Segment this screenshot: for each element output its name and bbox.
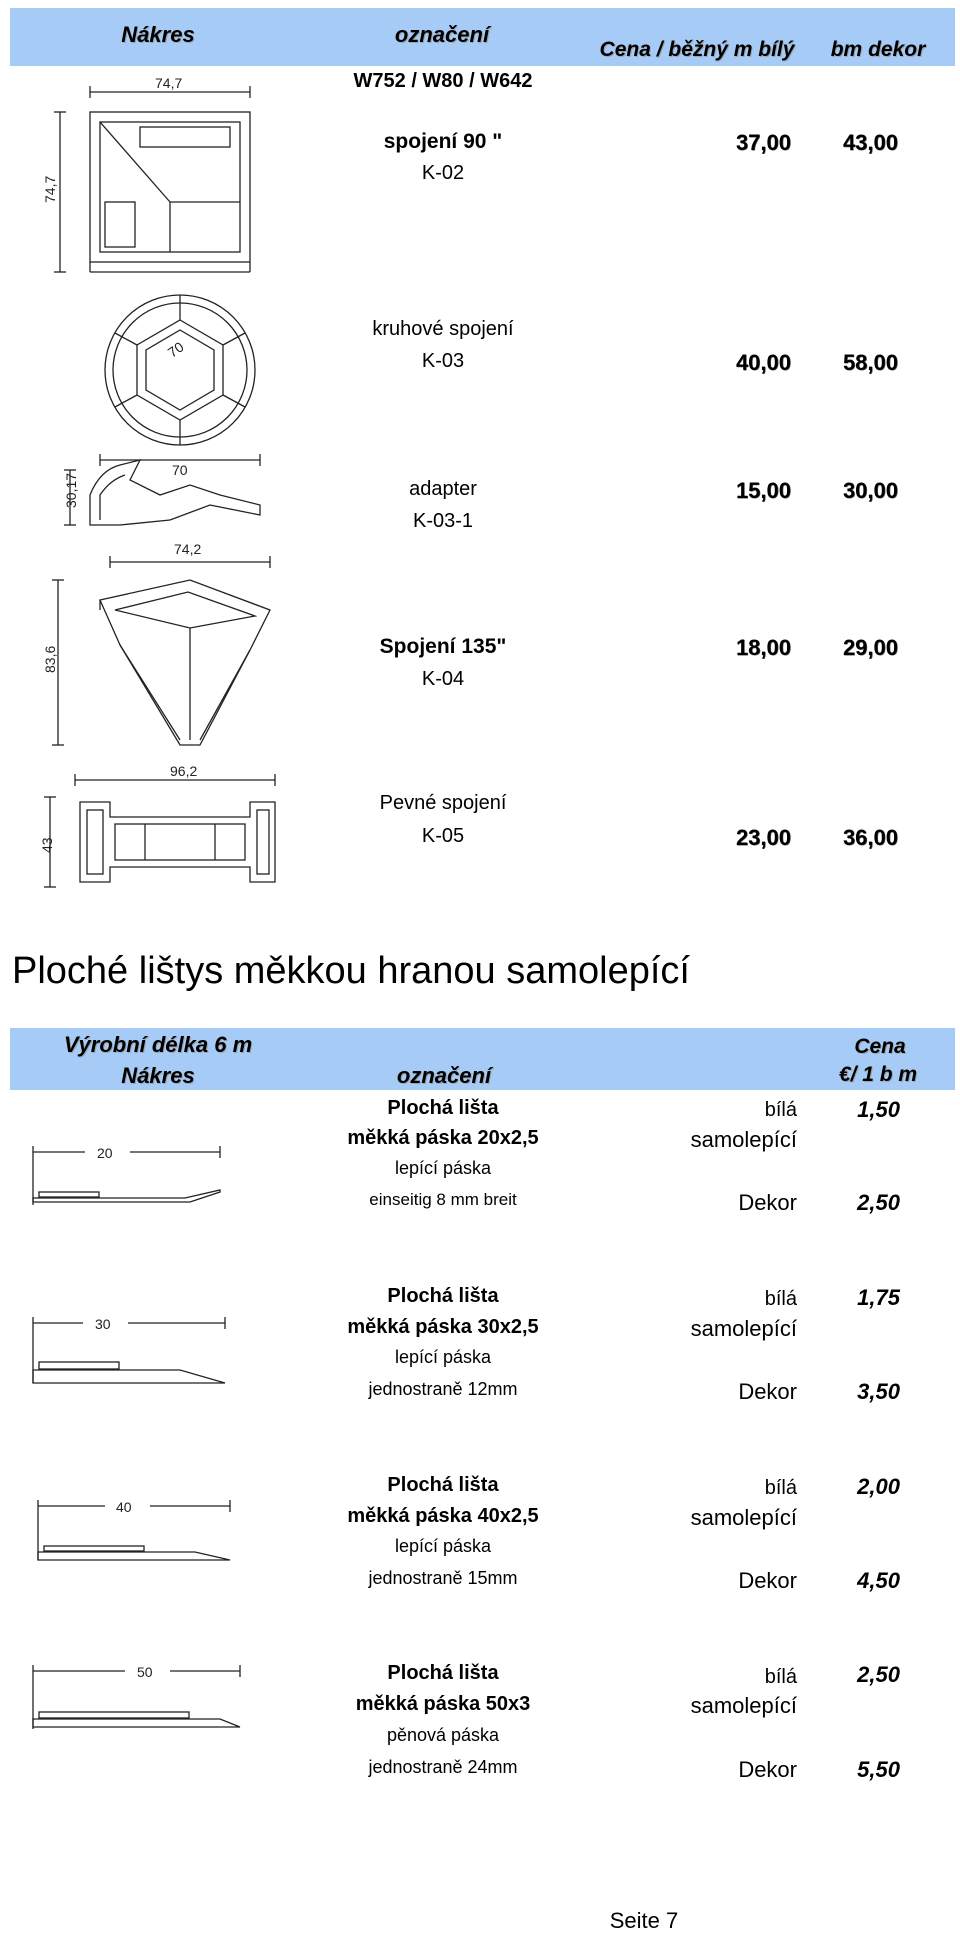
drawing-round-connector bbox=[90, 285, 280, 475]
dekor-label: Dekor bbox=[738, 1757, 797, 1782]
dim-label: 70 bbox=[172, 462, 188, 475]
price-dekor: 5,50 bbox=[857, 1757, 900, 1782]
header-nakres: Nákres bbox=[121, 22, 195, 47]
header-bm-dekor: bm dekor bbox=[830, 38, 926, 61]
price-dekor: 29,00 bbox=[842, 635, 898, 660]
price-white: 15,00 bbox=[735, 478, 791, 503]
dekor-label: Dekor bbox=[738, 1568, 797, 1593]
strip-tape: lepící páska bbox=[394, 1347, 492, 1367]
header-oznaceni: označení bbox=[396, 1063, 492, 1088]
dim-label: 30 bbox=[95, 1316, 111, 1332]
strip-tape: lepící páska bbox=[394, 1158, 492, 1178]
dim-label: 70 bbox=[164, 338, 187, 361]
dim-label: 20 bbox=[97, 1145, 113, 1161]
strip-detail: einseitig 8 mm breit bbox=[369, 1190, 517, 1209]
price-white: 40,00 bbox=[735, 350, 791, 375]
strip-tape: lepící páska bbox=[394, 1536, 492, 1556]
header-cena: Cena bbox=[854, 1035, 906, 1058]
strip-detail: jednostraně 12mm bbox=[368, 1379, 518, 1399]
dim-label: 74,7 bbox=[155, 75, 183, 91]
connector-code: K-02 bbox=[421, 162, 465, 184]
white-label: bílá bbox=[764, 1666, 797, 1688]
header-length: Výrobní délka 6 m bbox=[63, 1032, 253, 1057]
header-unit: €/ 1 b m bbox=[838, 1063, 918, 1086]
connector-name: kruhové spojení bbox=[372, 318, 514, 340]
price-dekor: 43,00 bbox=[842, 130, 898, 155]
price-white: 23,00 bbox=[735, 825, 791, 850]
white-label: bílá bbox=[764, 1288, 797, 1310]
connector-code: K-04 bbox=[421, 668, 465, 690]
adhesive-label: samolepící bbox=[690, 1127, 797, 1152]
drawing-flat-strip-30 bbox=[25, 1305, 235, 1385]
price-dekor: 2,50 bbox=[857, 1190, 900, 1215]
dim-label: 83,6 bbox=[42, 645, 58, 673]
connector-code: K-03-1 bbox=[412, 510, 474, 532]
connector-code: K-05 bbox=[421, 825, 465, 847]
dim-label: 40 bbox=[116, 1499, 132, 1515]
price-white: 2,50 bbox=[857, 1662, 900, 1687]
price-dekor: 58,00 bbox=[842, 350, 898, 375]
dim-label: 96,2 bbox=[170, 763, 198, 779]
strip-spec: měkká páska 20x2,5 bbox=[347, 1127, 539, 1149]
series-label: W752 / W80 / W642 bbox=[353, 70, 533, 92]
price-white: 37,00 bbox=[735, 130, 791, 155]
dim-label: 74,2 bbox=[174, 541, 202, 557]
drawing-flat-strip-50 bbox=[25, 1655, 245, 1735]
price-dekor: 4,50 bbox=[857, 1568, 900, 1593]
strip-title: Plochá lišta bbox=[387, 1285, 499, 1307]
connector-name: Spojení 135" bbox=[379, 635, 507, 658]
connector-name: spojení 90 " bbox=[383, 130, 503, 153]
price-dekor: 3,50 bbox=[857, 1379, 900, 1404]
strip-detail: jednostraně 15mm bbox=[368, 1568, 518, 1588]
dim-label: 50 bbox=[137, 1664, 153, 1680]
dim-label: 43 bbox=[39, 837, 55, 853]
white-label: bílá bbox=[764, 1477, 797, 1499]
drawing-fixed-connector bbox=[35, 762, 285, 892]
strip-title: Plochá lišta bbox=[387, 1097, 499, 1119]
dim-label: 74,7 bbox=[42, 175, 58, 203]
strip-spec: měkká páska 30x2,5 bbox=[347, 1316, 539, 1338]
connector-name: adapter bbox=[409, 478, 477, 500]
strip-spec: měkká páska 50x3 bbox=[355, 1693, 531, 1715]
header-nakres: Nákres bbox=[121, 1063, 195, 1088]
connector-name: Pevné spojení bbox=[379, 792, 507, 814]
price-dekor: 30,00 bbox=[842, 478, 898, 503]
drawing-flat-strip-20 bbox=[25, 1130, 235, 1210]
drawing-flat-strip-40 bbox=[30, 1490, 240, 1570]
adhesive-label: samolepící bbox=[690, 1316, 797, 1341]
drawing-corner-90 bbox=[40, 72, 270, 282]
section-title: Ploché lištys měkkou hranou samolepící bbox=[12, 950, 690, 992]
price-white: 2,00 bbox=[857, 1474, 900, 1499]
dim-label: 30,17 bbox=[63, 472, 79, 508]
strip-title: Plochá lišta bbox=[387, 1662, 499, 1684]
drawing-corner-135 bbox=[40, 540, 280, 755]
strip-tape: pěnová páska bbox=[386, 1725, 500, 1745]
adhesive-label: samolepící bbox=[690, 1505, 797, 1530]
page-number: Seite 7 bbox=[609, 1908, 679, 1933]
price-white: 18,00 bbox=[735, 635, 791, 660]
strip-detail: jednostraně 24mm bbox=[368, 1757, 518, 1777]
adhesive-label: samolepící bbox=[690, 1693, 797, 1718]
white-label: bílá bbox=[764, 1099, 797, 1121]
strip-title: Plochá lišta bbox=[387, 1474, 499, 1496]
header-oznaceni: označení bbox=[394, 22, 490, 47]
connector-code: K-03 bbox=[421, 350, 465, 372]
strip-spec: měkká páska 40x2,5 bbox=[347, 1505, 539, 1527]
price-white: 1,75 bbox=[857, 1285, 900, 1310]
price-dekor: 36,00 bbox=[842, 825, 898, 850]
header-cena: Cena / běžný m bílý bbox=[599, 38, 795, 61]
dekor-label: Dekor bbox=[738, 1190, 797, 1215]
price-white: 1,50 bbox=[857, 1097, 900, 1122]
dekor-label: Dekor bbox=[738, 1379, 797, 1404]
drawing-adapter bbox=[60, 450, 280, 540]
